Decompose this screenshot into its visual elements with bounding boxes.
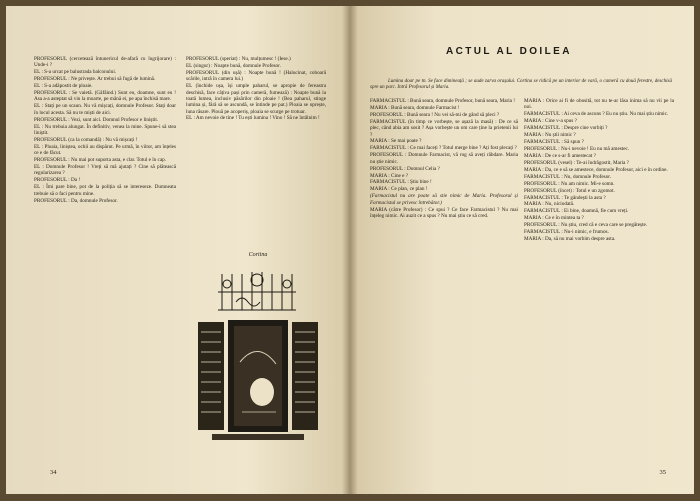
dialogue-line: MARIA : Bună seara, domnule Farmacist !: [370, 104, 460, 111]
dialogue-line: MARIA : Nu știi nimic ?: [524, 132, 576, 139]
balcony-drawing: [192, 252, 324, 452]
dialogue-line: FARMACISTUL : Nu-i nimic, e frumos.: [524, 229, 609, 236]
dialogue-line: PROFESORUL : Se vaietă. (Gâfâind.) Sunt eu, doamne, sunt eu ! Asa a-a asteptat să vin la moarte, pe mână ei, pe apa închisă mare.: [34, 90, 176, 103]
dialogue-line: EL : Nu trebuia alungat. În definitiv, venea la mine. Spune-i să stea liniștit.: [34, 123, 176, 136]
dialogue-line: PROFESORUL (speriat) : Nu, mulțumesc ! (Iese.): [186, 56, 291, 62]
dialogue-line: FARMACISTUL : Să spun ?: [524, 139, 584, 146]
dialogue-line: MARIA : Da, să nu mai vorbim despre asta.: [524, 236, 616, 243]
left-column-1: [34, 56, 176, 204]
dialogue-line: PROFESORUL (vesel) : Te-ai îndrăgostit, Maria ?: [524, 159, 629, 166]
dialogue-line: PROFESORUL : Domnule Farmacist, vă rog să aveți răbdare. Maria nu știe nimic.: [370, 152, 518, 165]
cortina-caption: Cortina: [248, 252, 268, 258]
left-page: [6, 6, 350, 494]
dialogue-line: EL : Stați pe un scaun. Nu vă mișcați, domnule Profesor. Stați doar în locul acesta. Să nu te miști de aici.: [34, 103, 176, 116]
dialogue-line: PROFESORUL : Nu știu, cred că e ceva care se pregătește.: [524, 222, 648, 229]
stage-direction: (Farmacistul nu are poate să stie nimic de Maria. Profesorul și Farmacistul se privesc întrebător.): [370, 193, 518, 206]
dialogue-line: EL : Ploaia, liniștea, ochii au dispărut. Pe urmă, în viitor, am înțeles ce e de făcut.: [34, 143, 176, 157]
dialogue-line: MARIA : Se mai poate ?: [370, 138, 422, 145]
dialogue-line: MARIA (către Profesor) : Ce spui ? Ce face Farmacistul ? Nu mai înțeleg nimic. Ai auzit ce a spus ? Nu mai știu ce să cred.: [370, 206, 518, 219]
dialogue-line: MARIA : Da, ce e să se amestece, domnule Profesor, aici e în ordine.: [524, 166, 668, 173]
dialogue-line: PROFESORUL : Bună seara ! Nu vei să-mi de gând să pleci ?: [370, 111, 500, 118]
dialogue-line: MARIA : Cine e ?: [370, 172, 409, 179]
page-number-right: 35: [659, 469, 666, 476]
dialogue-line: EL (închide ușa, își umple paharul, se apropie de fereastra deschisă, face câțiva pași prin cameră, fumează) : Noapte bună la toată lumea, inclusiv păsărilor din ploaie ! (Bea paharul, stinge lumina și, fără să se ascundă, se întinde pe pat.) Ploaia se oprește, luna răsare. Plouă pe acoperiș, ploaia se scurge pe trotuar.: [186, 83, 326, 115]
dialogue-line: MARIA : Ce e în mintea ta ?: [524, 215, 584, 222]
dialogue-line: PROFESORUL : Vezi, sunt aici. Domnul Profesor e liniștit.: [34, 116, 159, 123]
dialogue-line: MARIA : Cine v-a spus ?: [524, 118, 577, 125]
right-page: [350, 6, 694, 494]
dialogue-line: EL : Am nevoie de tine ! Tu ești lumina ! Vino ! Să ne întâlnim !: [186, 115, 320, 122]
open-book: [6, 6, 694, 494]
dialogue-line: MARIA : Nu, niciodată.: [524, 201, 575, 208]
dialogue-line: EL : Domnule Profesor ! Vreți să mă ajutați ? Cine să plătească regularizarea ?: [34, 164, 176, 177]
page-number-left: 34: [50, 469, 57, 476]
dialogue-line: EL : S-a adăpostit de ploaie.: [34, 83, 93, 90]
dialogue-line: EL : Îmi pare bine, pot de la poliția să se intereseze. Dumneata trebuie să o faci pentru mine.: [34, 184, 176, 197]
dialogue-line: PROFESORUL (din ușă) : Noapte bună ! (Halucinat, coboară scările, intră în camera lui.): [186, 69, 326, 83]
dialogue-line: FARMACISTUL : Bună seara, domnule Profesor, bună seara, Maria !: [370, 98, 516, 104]
dialogue-line: PROFESORUL : Domnul Celia ?: [370, 165, 440, 172]
right-column-1: [370, 98, 518, 220]
right-column-2: [524, 98, 674, 243]
dialogue-line: FARMACISTUL : Nu, domnule Profesor.: [524, 173, 612, 180]
act-heading: ACTUL AL DOILEA: [446, 46, 572, 57]
dialogue-line: FARMACISTUL : Ce mai faceți ? Totul merge bine ? Ați fost plecați ?: [370, 145, 517, 152]
stage-direction-intro: Lumina doar pe tn. Se face dimineață ; se aude zarva orașului. Cortina se ridică pe un interior de vară, o cameră cu două ferestre, deschisă spre un parc. Intră Profesorul și Maria.: [370, 79, 672, 91]
dialogue-line: PROFESORUL (cercetează întunericul de-afară cu îngrijorare) : Unde-i ?: [34, 56, 176, 69]
dialogue-line: PROFESORUL : Nu am nimic. Mi-e somn.: [524, 180, 615, 187]
dialogue-line: FARMACISTUL : Despre cine vorbiți ?: [524, 125, 608, 132]
dialogue-line: MARIA : Orice ai fi de obosită, tot nu te-ar lăsa inima să nu vii pe la noi.: [524, 98, 674, 111]
stage-illustration: [192, 252, 324, 452]
dialogue-line: FARMACISTUL (în timp ce vorbește, se așază la masă) : De ce să plec, când abia am sosit ? Așa vorbește un om care ține la prietenii lui ?: [370, 118, 518, 138]
dialogue-line: PROFESORUL : Da !: [34, 177, 81, 184]
dialogue-line: PROFESORUL (încet) : Totul e un zgomot.: [524, 187, 615, 194]
dialogue-line: PROFESORUL : Da, domnule Profesor.: [34, 197, 118, 204]
dialogue-line: FARMACISTUL : Te gândești la asta ?: [524, 194, 606, 201]
dialogue-line: MARIA : De ce s-ar fi amestecat ?: [524, 152, 596, 159]
dialogue-line: FARMACISTUL : Ai ceva de ascuns ? Eu nu știu. Nu mai știu nimic.: [524, 111, 669, 118]
dialogue-line: PROFESORUL : Nu mai pot suporta asta, e clar. Totul e în cap.: [34, 157, 167, 164]
dialogue-line: PROFESORUL : Nu-i nevoie ! Eu nu mă amestec.: [524, 145, 630, 152]
dialogue-line: FARMACISTUL : Ei bine, doamnă, fie cum vreți.: [524, 208, 629, 215]
book-gutter: [342, 6, 358, 494]
dialogue-line: MARIA : Ce plan, ce plan !: [370, 186, 428, 193]
dialogue-line: EL (singur) : Noapte bună, domnule Profesor.: [186, 62, 281, 69]
dialogue-line: PROFESORUL : Ne privește. Ar trebui să fugă de lumină.: [34, 76, 156, 83]
dialogue-line: EL : S-a urcat pe balustrada balconului.: [34, 69, 117, 76]
dialogue-line: PROFESORUL (ca la comandă) : Nu vă mișcați !: [34, 136, 138, 143]
left-column-2: [186, 56, 326, 122]
dialogue-line: FARMACISTUL : Știu bine !: [370, 179, 432, 186]
